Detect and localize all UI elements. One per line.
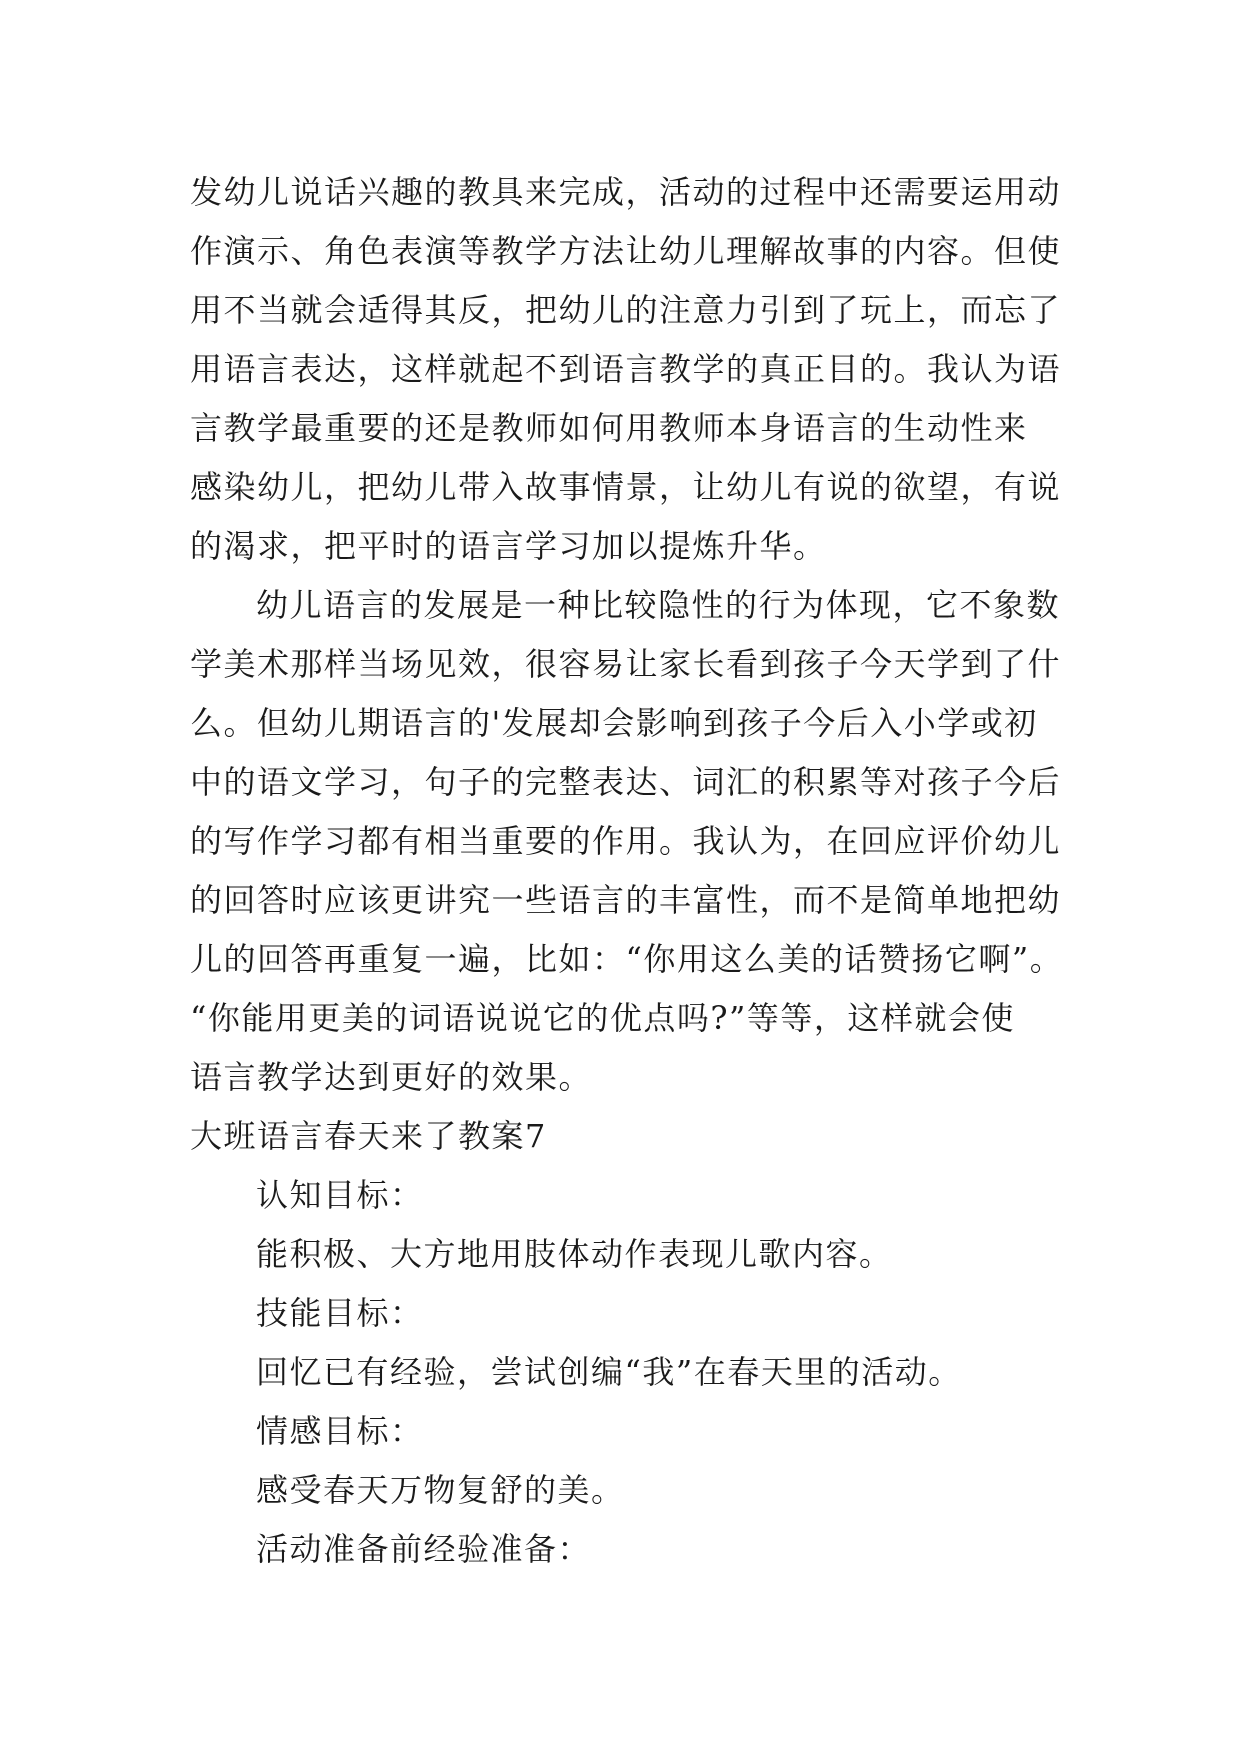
text-line: 儿的回答再重复一遍，比如：“你用这么美的话赞扬它啊”。 (190, 940, 1064, 978)
objective-text: 回忆已有经验，尝试创编“我”在春天里的活动。 (256, 1353, 962, 1391)
objective-heading: 认知目标： (256, 1176, 424, 1214)
paragraph-1 (190, 163, 1062, 576)
objective-heading: 技能目标： (256, 1294, 424, 1332)
objective-text: 感受春天万物复舒的美。 (256, 1471, 625, 1509)
text-line: 发幼儿说话兴趣的教具来完成，活动的过程中还需要运用动 (190, 173, 1062, 211)
preparation-heading: 活动准备前经验准备： (256, 1530, 592, 1568)
text-line: 用语言表达，这样就起不到语言教学的真正目的。我认为语 (190, 350, 1062, 388)
document-body (190, 163, 1064, 1579)
text-line: 么。但幼儿期语言的'发展却会影响到孩子今后入小学或初 (190, 704, 1038, 742)
text-line: 感染幼儿，把幼儿带入故事情景，让幼儿有说的欲望，有说 (190, 468, 1062, 506)
text-line: 学美术那样当场见效，很容易让家长看到孩子今天学到了什 (190, 645, 1062, 683)
objective-heading: 情感目标： (256, 1412, 424, 1450)
text-line: 的写作学习都有相当重要的作用。我认为，在回应评价幼儿 (190, 822, 1062, 860)
paragraph-2 (190, 576, 1064, 1107)
text-line: 言教学最重要的还是教师如何用教师本身语言的生动性来 (190, 409, 1028, 447)
objectives-list (190, 1166, 1050, 1579)
text-line: 的渴求，把平时的语言学习加以提炼升华。 (190, 527, 827, 565)
text-line: 的回答时应该更讲究一些语言的丰富性，而不是简单地把幼 (190, 881, 1062, 919)
objective-text: 能积极、大方地用肢体动作表现儿歌内容。 (256, 1235, 893, 1273)
text-line: “你能用更美的词语说说它的优点吗?”等等，这样就会使 (190, 999, 1015, 1037)
text-line: 作演示、角色表演等教学方法让幼儿理解故事的内容。但使 (190, 232, 1062, 270)
text-line: 幼儿语言的发展是一种比较隐性的行为体现，它不象数 (256, 586, 1061, 624)
text-line: 用不当就会适得其反，把幼儿的注意力引到了玩上，而忘了 (190, 291, 1062, 329)
text-line: 中的语文学习，句子的完整表达、词汇的积累等对孩子今后 (190, 763, 1062, 801)
text-line: 语言教学达到更好的效果。 (190, 1058, 593, 1096)
section-title: 大班语言春天来了教案7 (190, 1117, 547, 1155)
